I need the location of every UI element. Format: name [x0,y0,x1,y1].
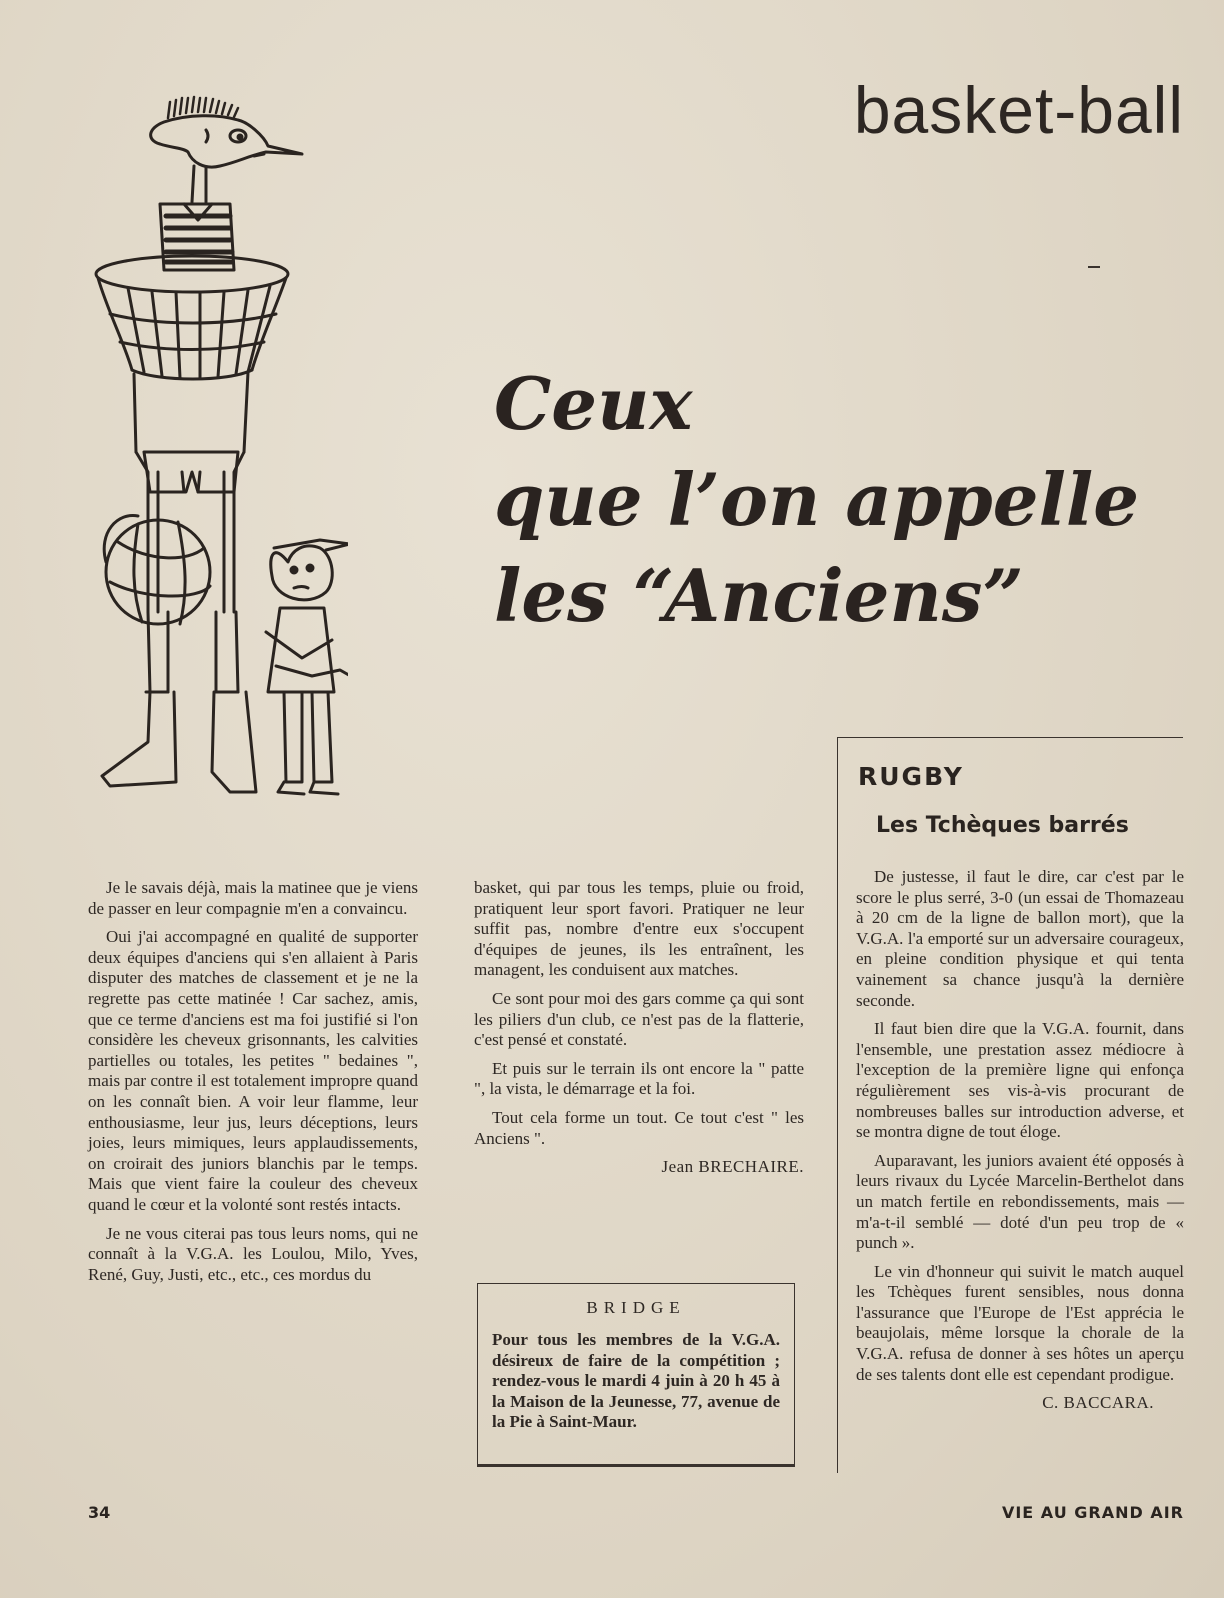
headline-line-2: que l’on appelle [494,457,1140,542]
article-paragraph: Et puis sur le terrain ils ont encore la " patte ", la vista, le démarrage et la foi. [474,1058,804,1099]
article-column-1 [88,878,418,1293]
article-paragraph: Je le savais déjà, mais la matinee que je viens de passer en leur compagnie m'en a convaincu. [88,878,418,918]
magazine-name: VIE AU GRAND AIR [1001,1503,1184,1522]
headline-line-1: Ceux [494,361,693,446]
rugby-subtitle: Les Tchèques barrés [876,813,1129,838]
bridge-title: BRIDGE [586,1298,686,1317]
basketball-players-drawing-icon [88,92,348,812]
rugby-paragraph: De justesse, il faut le dire, car c'est par le score le plus serré, 3-0 (un essai de Thomazeau à 20 cm de la ligne de ballon mort), que la V.G.A. l'a emporté sur un adversaire courageux, en pleine condition physique et qui tenta vainement sa chance jusqu'à la dernière seconde. [856,867,1184,1010]
bridge-text: Pour tous les membres de la V.G.A. désireux de faire de la compétition ; rendez-vous le mardi 4 juin à 20 h 45 à la Maison de la Jeunesse, 77, avenue de la Pie à Saint-Maur. [492,1330,780,1431]
rugby-column [856,867,1184,1414]
section-title: basket-ball [853,73,1184,147]
divider [1088,266,1100,268]
article-paragraph: Tout cela forme un tout. Ce tout c'est " les Anciens ". [474,1107,804,1148]
headline [494,356,1194,644]
article-column-2 [474,878,804,1178]
article-paragraph: basket, qui par tous les temps, pluie ou froid, pratiquent leur sport favori. Pratiquer ne leur suffit pas, nombre d'entre eux s'occupent d'équipes de jeunes, ils les entraînent, les managent, les conduisent aux matches. [474,878,804,980]
rugby-paragraph: Le vin d'honneur qui suivit le match auquel les Tchèques furent sensibles, nous donna l'assurance que l'Europe de l'Est apprécia le beaujolais, même lorsque la chorale de la V.G.A. refusa de donner à ses hôtes un aperçu de ses talents dont elle est cependant prodigue. [856,1261,1184,1384]
rugby-paragraph: Auparavant, les juniors avaient été opposés à leurs rivaux du Lycée Marcelin-Berthelot dans un match fertile en rebondissements, mais — m'a-t-il semblé — doté d'un peu trop de « punch ». [856,1150,1184,1253]
rugby-paragraph: Il faut bien dire que la V.G.A. fournit, dans l'ensemble, une prestation assez médiocre à l'exception de la première ligne qui enfonça régulièrement ses vis-à-vis procurant de nombreuses balles sur introduction adverse, et se montra digne de tout éloge. [856,1019,1184,1142]
page-number: 34 [88,1503,111,1522]
bridge-announcement-box [477,1283,795,1467]
article-paragraph: Je ne vous citerai pas tous leurs noms, qui ne connaît à la V.G.A. les Loulou, Milo, Yves, René, Guy, Justi, etc., etc., ces mordus du [88,1223,418,1284]
rugby-heading: RUGBY [858,762,964,791]
article-signature: Jean BRECHAIRE. [661,1157,804,1177]
article-paragraph: Ce sont pour moi des gars comme ça qui sont les piliers d'un club, ce n'est pas de la flatterie, c'est pensé et constaté. [474,988,804,1050]
rugby-signature: C. BACCARA. [1042,1393,1154,1413]
article-paragraph: Oui j'ai accompagné en qualité de supporter deux équipes d'anciens qui s'en allaient à Paris disputer des matches de classement et je ne la regrette pas cette matinée ! Car sachez, amis, que ce terme d'anciens est ma foi justifié si l'on considère les cheveux grisonnants, les calvities partielles ou totales, les petites " bedaines ", mais par contre il est totalement impropre quand on les connaît bien. A voir leur flamme, leur enthousiasme, leur jus, leurs déceptions, leurs joies, leurs mimiques, leurs applaudissements, on croirait des juniors blanchis par le temps. Mais que vient faire la couleur des cheveux quand le cœur et la volonté sont restés intacts. [88,927,418,1214]
headline-line-3: les “Anciens” [494,553,1024,638]
